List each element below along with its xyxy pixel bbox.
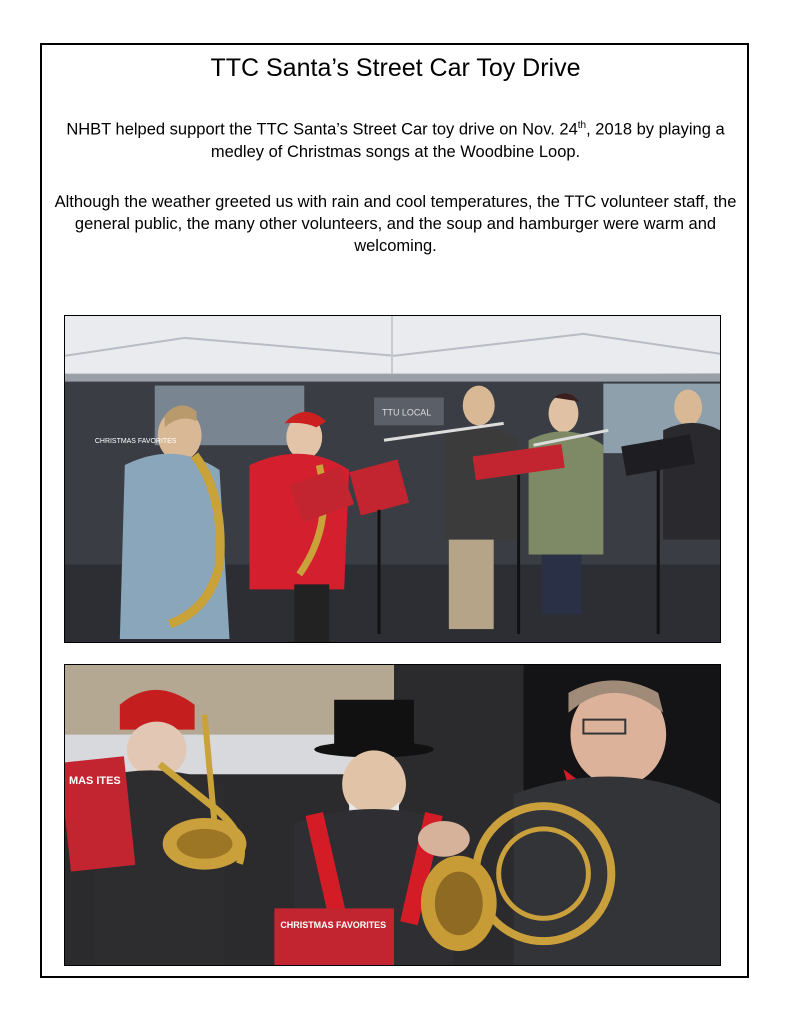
band-photo-illustration xyxy=(65,316,720,642)
brass-trio-photo xyxy=(64,664,721,966)
center-book-title: CHRISTMAS FAVORITES xyxy=(280,920,387,931)
music-book-title: CHRISTMAS FAVORITES xyxy=(94,438,177,446)
intro-paragraph xyxy=(52,115,739,163)
intro-text-start: NHBT helped support the TTC Santa’s Street Car toy drive on Nov. 24 xyxy=(66,120,578,139)
storefront-sign: TTU LOCAL xyxy=(382,407,432,418)
weather-paragraph: Although the weather greeted us with rain and cool temperatures, the TTC volunteer staff, the general public, the many other volunteers, and the soup and hamburger were warm and welcoming. xyxy=(54,193,737,255)
brass-trio-illustration xyxy=(65,665,720,965)
page-title: TTC Santa’s Street Car Toy Drive xyxy=(210,54,581,82)
intro-ordinal-suffix: th xyxy=(577,120,587,131)
intro-text-end: , 2018 by playing a medley of Christmas songs at the Woodbine Loop. xyxy=(210,120,725,161)
left-book-title: MAS ITES xyxy=(68,775,121,788)
band-under-tent-photo xyxy=(64,315,721,643)
